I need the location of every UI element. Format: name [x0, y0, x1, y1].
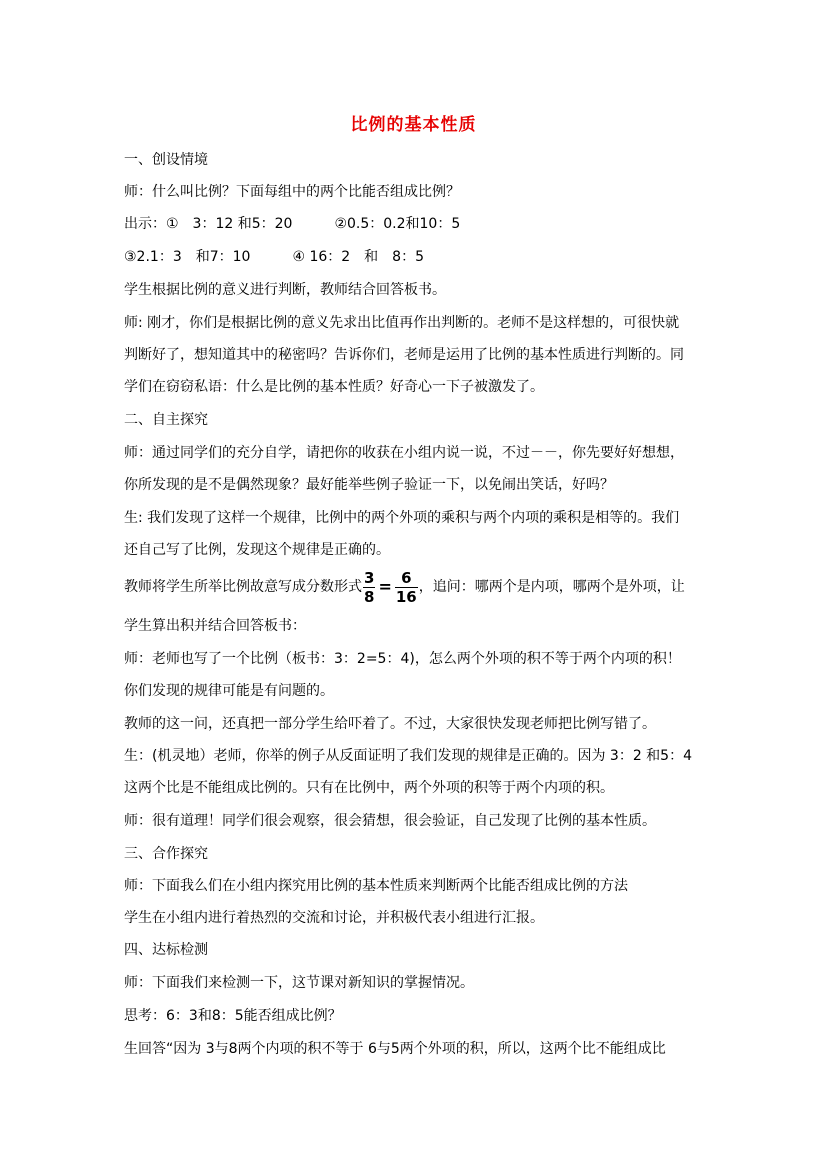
- paragraph-line: 这两个比是不能组成比例的。只有在比例中，两个外项的积等于两个内项的积。: [124, 780, 614, 796]
- fraction-left: [363, 569, 375, 606]
- paragraph-line: 判断好了，想知道其中的秘密吗？告诉你们，老师是运用了比例的基本性质进行判断的。同: [124, 347, 684, 363]
- paragraph-line: 生: 我们发现了这样一个规律，比例中的两个外项的乘积与两个内项的乘积是相等的。我们: [124, 510, 680, 526]
- section-heading: 三、合作探究: [124, 846, 208, 862]
- paragraph-line: 出示：① 3：12 和5：20 ②0.5：0.2和10：5: [124, 216, 461, 232]
- paragraph-line: 思考：6：3和8：5能否组成比例？: [124, 1008, 342, 1024]
- paragraph-line: 学生算出积并结合回答板书：: [124, 618, 306, 634]
- paragraph-line: 师：下面我们来检测一下，这节课对新知识的掌握情况。: [124, 975, 474, 991]
- paragraph-line: ③2.1：3 和7：10 ④ 16：2 和 8：5: [124, 249, 424, 265]
- paragraph-line: 生：(机灵地）老师，你举的例子从反面证明了我们发现的规律是正确的。因为 3：2 和5：4: [124, 748, 692, 764]
- fraction-left-denominator: 8: [364, 587, 375, 606]
- paragraph-line: 学生根据比例的意义进行判断，教师结合回答板书。: [124, 282, 446, 298]
- paragraph-line: 师：很有道理！同学们很会观察，很会猜想，很会验证，自己发现了比例的基本性质。: [124, 813, 656, 829]
- paragraph-line: 师：下面我么们在小组内探究用比例的基本性质来判断两个比能否组成比例的方法: [124, 878, 628, 894]
- fraction-line: [124, 568, 724, 606]
- fraction-left-numerator: 3: [364, 568, 375, 587]
- paragraph-line: 你们发现的规律可能是有问题的。: [124, 683, 334, 699]
- paragraph-line: 师：老师也写了一个比例（板书：3：2=5：4)，怎么两个外项的积不等于两个内项的积！: [124, 651, 681, 667]
- paragraph-line: 教师的这一问，还真把一部分学生给吓着了。不过，大家很快发现老师把比例写错了。: [124, 716, 656, 732]
- paragraph-line: 师：什么叫比例？下面每组中的两个比能否组成比例？: [124, 184, 460, 200]
- fraction-line-after: ，追问：哪两个是内项，哪两个是外项，让: [418, 579, 685, 595]
- section-heading: 二、自主探究: [124, 412, 208, 428]
- fraction-line-before: 教师将学生所举比例故意写成分数形式: [124, 579, 362, 595]
- paragraph-line: 师：通过同学们的充分自学，请把你的收获在小组内说一说，不过－－，你先要好好想想，: [124, 445, 684, 461]
- section-heading: 四、达标检测: [124, 942, 208, 958]
- fraction-right-denominator: 16: [395, 587, 417, 606]
- paragraph-line: 生回答“因为 3与8两个内项的积不等于 6与5两个外项的积，所以，这两个比不能组成比: [124, 1041, 666, 1057]
- paragraph-line: 师: 刚才，你们是根据比例的意义先求出比值再作出判断的。老师不是这样想的，可很快就: [124, 315, 680, 331]
- equals-sign: =: [378, 577, 392, 596]
- fraction-right: [395, 569, 418, 606]
- document-title: 比例的基本性质: [350, 115, 477, 135]
- paragraph-line: 你所发现的是不是偶然现象？最好能举些例子验证一下，以免闹出笑话，好吗？: [124, 477, 614, 493]
- paragraph-line: 学们在窃窃私语：什么是比例的基本性质？好奇心一下子被激发了。: [124, 379, 544, 395]
- paragraph-line: 学生在小组内进行着热烈的交流和讨论，并积极代表小组进行汇报。: [124, 910, 544, 926]
- paragraph-line: 还自己写了比例，发现这个规律是正确的。: [124, 542, 390, 558]
- fraction-right-numerator: 6: [395, 569, 418, 588]
- section-heading: 一、创设情境: [124, 152, 208, 168]
